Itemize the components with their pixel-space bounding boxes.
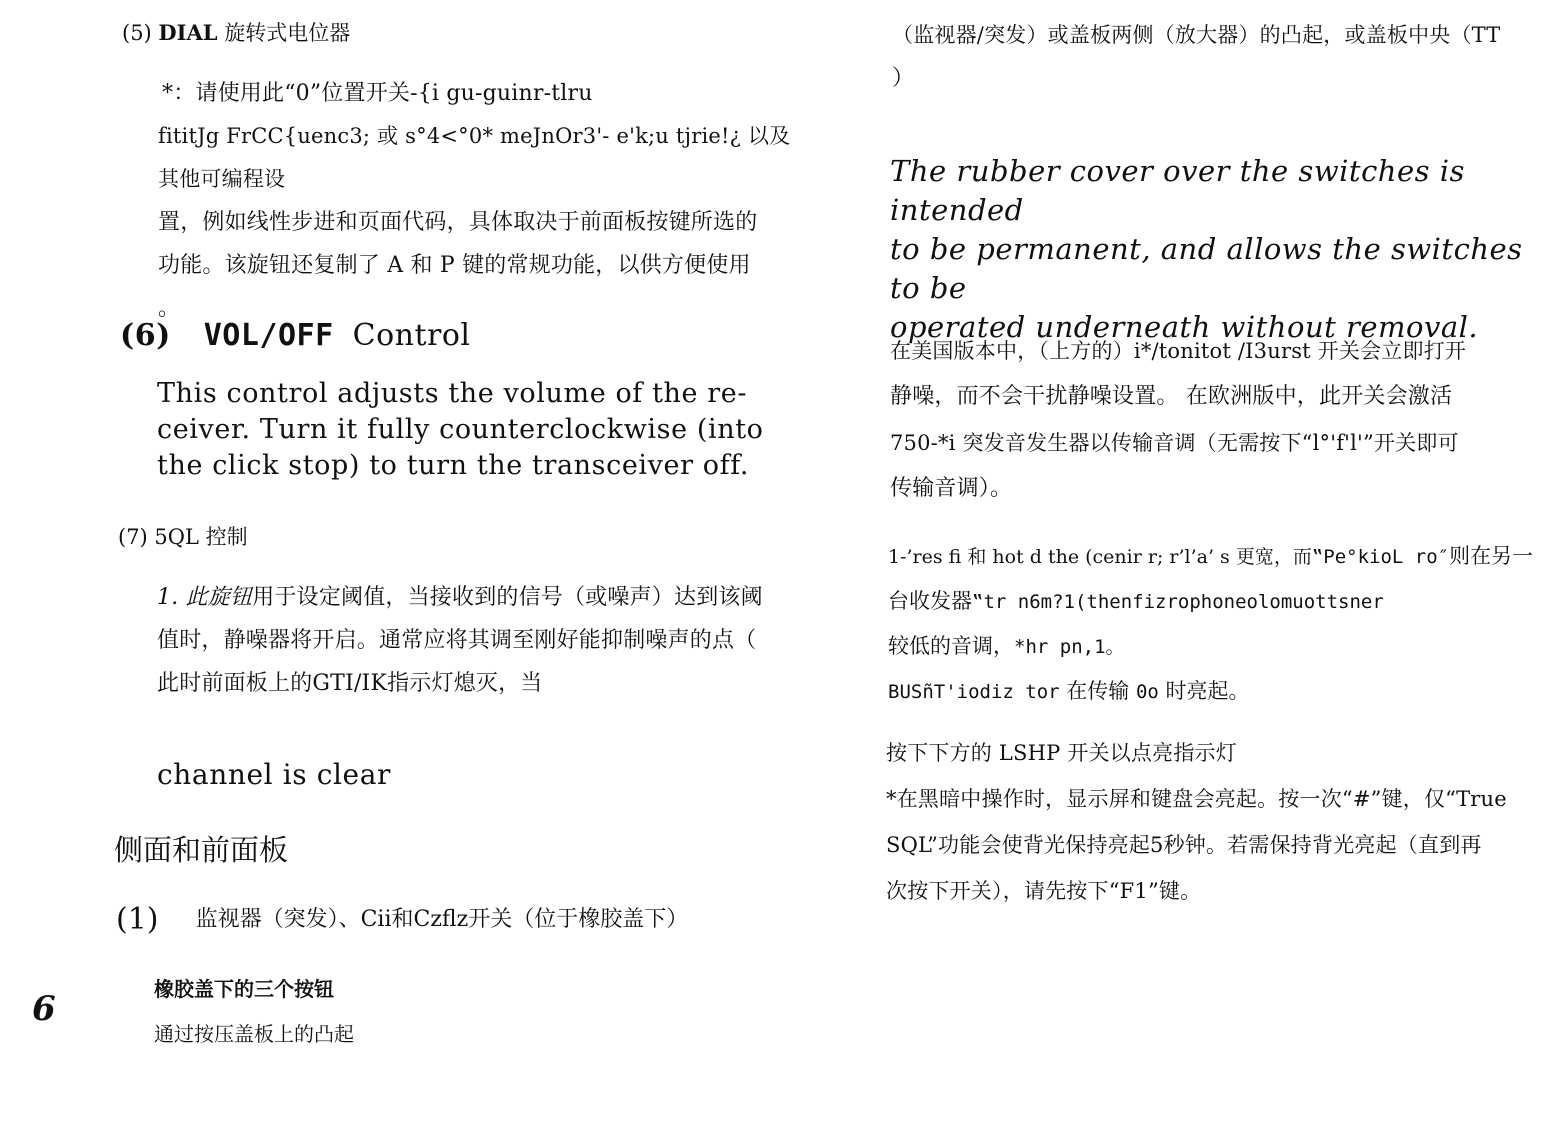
subsection-text: 通过按压盖板上的凸起 (154, 1022, 354, 1046)
heading-6-control-label: Control (352, 318, 471, 353)
p6-line-3: the click stop) to turn the transceiver off. (157, 450, 750, 481)
cont-line-1: （监视器/突发）或盖板两侧（放大器）的凸起，或盖板中央（TT (892, 23, 1501, 47)
heading-5-number: (5) (122, 21, 159, 45)
paragraph-6-scanned (157, 376, 787, 484)
heading-7-sql: (7) 5QL 控制 (118, 525, 248, 549)
lamp-line-3: SQL”功能会使背光保持亮起5秒钟。若需保持背光亮起（直到再 (886, 833, 1482, 857)
lamp-line-4: 次按下开关），请先按下“F1”键。 (886, 879, 1202, 903)
section-title-side-front-panel: 侧面和前面板 (114, 833, 289, 867)
p7-line-1-rest: 用于设定阈值，当接收到的信号（或噪声）达到该阈 (252, 585, 763, 610)
p5-line-4: 功能。该旋钮还复制了 A 和 P 键的常规功能，以供方便使用 (158, 253, 751, 278)
rubber-line-2: to be permanent, and allows the switches to be (890, 232, 1523, 305)
p5-line-3: 置，例如线性步进和页面代码，具体取决于前面板按键所选的 (158, 210, 758, 235)
continued-paragraph (892, 14, 1532, 100)
mix-line-1 (888, 534, 1538, 579)
p6-line-2: ceiver. Turn it fully counterclockwise (into (157, 414, 764, 445)
rubber-cover-scanned-note (890, 152, 1530, 347)
us-line-4: 传输音调）。 (890, 476, 1013, 501)
mix-line-2 (888, 579, 1538, 624)
rubber-line-3: operated underneath without removal. (890, 310, 1479, 344)
mix-line-2-a: 台收发器 (888, 589, 972, 613)
p7-line-3: 此时前面板上的GTI/IK指示灯熄灭，当 (157, 671, 543, 696)
mix-line-4-c: 时亮起。 (1158, 679, 1250, 703)
mix-line-2-mono: ‟tr n6m?1(thenfizrophoneolomuottsner (972, 591, 1384, 613)
p5-line-1: *：请使用此“0”位置开关-{i gu-guinr-tlru (162, 81, 593, 106)
mix-line-3-mono: *hr pn,1 (1014, 636, 1106, 658)
lamp-paragraph (886, 730, 1536, 914)
mix-line-4-mono: BUSñT'iodiz tor (888, 681, 1060, 703)
heading-6-vol-off-label: VOL/OFF (203, 318, 334, 353)
p5-line-5: 。 (158, 296, 181, 321)
mix-line-3 (888, 624, 1538, 669)
mix-line-1-b: 则在另一 (1449, 544, 1534, 568)
mix-line-1-mono: ‟Pe°kioL ro″ (1311, 546, 1450, 568)
garbled-mixed-paragraph (888, 534, 1538, 714)
p7-line-1 (157, 576, 797, 619)
heading-6-vol-off (120, 318, 471, 353)
p5-line-2: fititJg FrCC{uenc3; 或 s°4<°0* meJnOr3'- e'k;u tjrie!¿ 以及其他可编程设 (158, 124, 791, 191)
mix-line-4-b: 在传输 (1059, 679, 1136, 703)
cont-line-2: ） (892, 66, 915, 91)
page-number: 6 (32, 989, 56, 1029)
p7-italic-lead: 1. 此旋钮 (157, 585, 253, 610)
p6-line-1: This control adjusts the volume of the re- (157, 378, 748, 409)
us-line-2: 静噪，而不会干扰静噪设置。 在欧洲版中，此开关会激活 (890, 384, 1453, 409)
p7-line-2: 值时，静噪器将开启。通常应将其调至刚好能抑制噪声的点（ (157, 628, 757, 653)
subsection-title-three-buttons: 橡胶盖下的三个按钮 (154, 977, 334, 1001)
rubber-line-1: The rubber cover over the switches is intended (890, 154, 1465, 227)
heading-5-dial (122, 20, 350, 46)
paragraph-7 (157, 576, 797, 705)
lamp-line-1: 按下下方的 LSHP 开关以点亮指示灯 (886, 741, 1237, 765)
mix-line-4-mono2: 0o (1135, 681, 1159, 703)
us-version-paragraph (890, 328, 1530, 512)
heading-6-number: (6) (120, 318, 171, 353)
paragraph-5 (158, 72, 798, 330)
mix-line-3-a: 较低的音调， (888, 634, 1014, 658)
mix-line-4 (888, 669, 1538, 714)
mix-line-1-a: 1-’res fi 和 hot d the (cenir r; r’l’a’ s 更宽，而 (888, 546, 1312, 568)
us-line-3: 750-*i 突发音发生器以传输音调（无需按下“l°'f'l'”开关即可 (890, 431, 1459, 455)
item-1-text: 监视器（突发）、Cii和Czflz开关（位于橡胶盖下） (195, 907, 689, 932)
item-1-number: (1) (116, 902, 159, 937)
heading-5-dial-label: DIAL (158, 20, 218, 45)
mix-line-3-b: 。 (1105, 636, 1125, 658)
us-line-1: 在美国版本中，（上方的）i*/tonitot /I3urst 开关会立即打开 (890, 339, 1467, 363)
item-1-monitor-switches (116, 902, 688, 937)
heading-5-title: 旋转式电位器 (217, 21, 351, 45)
lamp-line-2: *在黑暗中操作时，显示屏和键盘会亮起。按一次“#”键，仅“True (886, 787, 1507, 811)
channel-clear-text: channel is clear (157, 758, 392, 791)
